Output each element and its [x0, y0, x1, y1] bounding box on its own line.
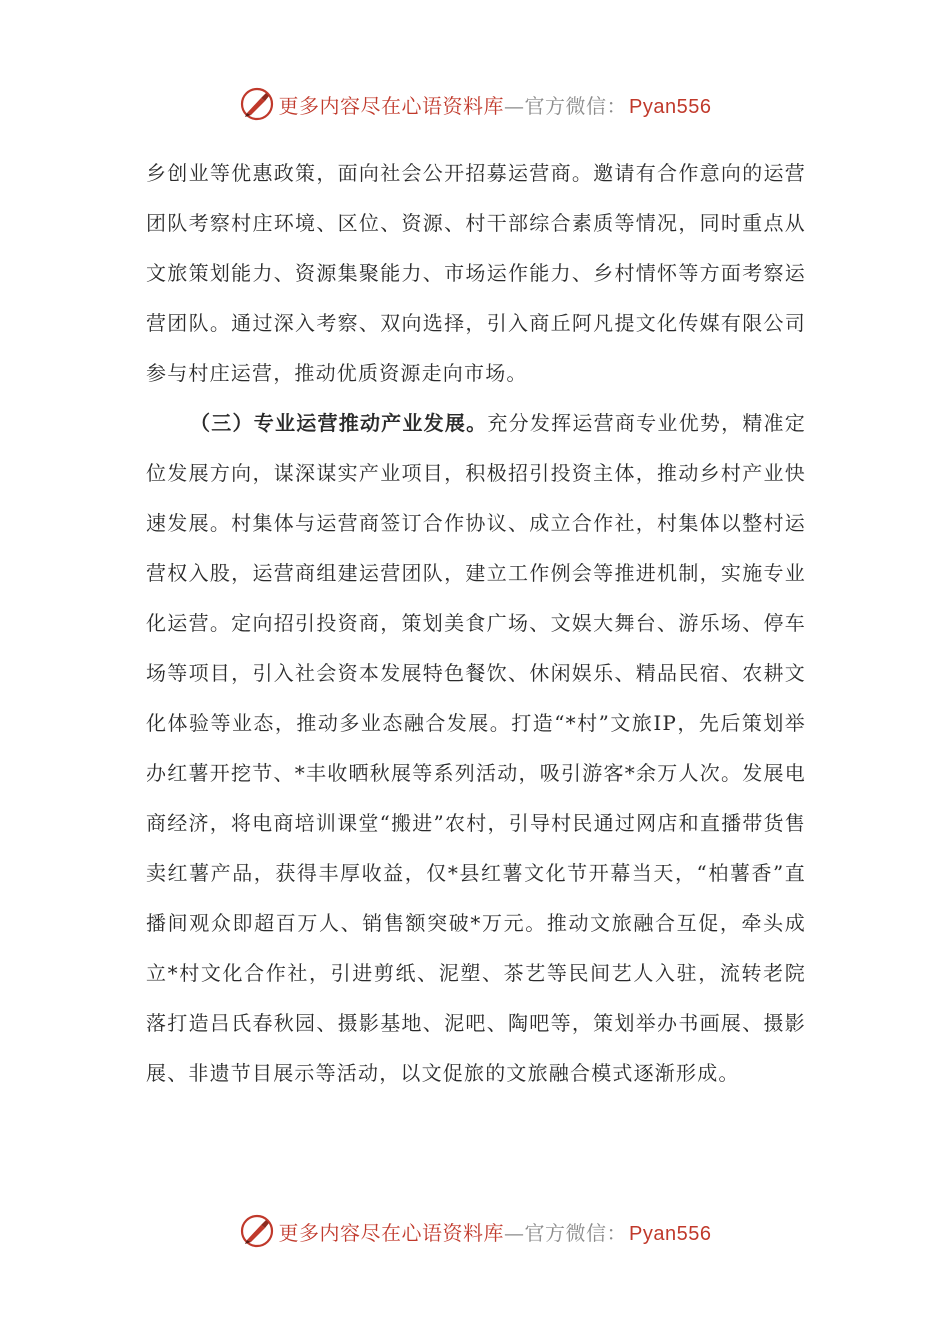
section-heading: （三）专业运营推动产业发展。	[190, 411, 488, 435]
banner-text	[279, 90, 712, 119]
banner-dash: —	[504, 1220, 525, 1245]
footer-banner	[0, 1211, 950, 1251]
banner-wechat-id: Pyan556	[629, 95, 712, 118]
document-body	[146, 148, 806, 1098]
paragraph-2-text: 充分发挥运营商专业优势，精准定位发展方向，谋深谋实产业项目，积极招引投资主体，推动乡村产业快速发展。村集体与运营商签订合作协议、成立合作社，村集体以整村运营权入股，运营商组建运营团队，建立工作例会等推进机制，实施专业化运营。定向招引投资商，策划美食广场、文娱大舞台、游乐场、停车场等项目，引入社会资本发展特色餐饮、休闲娱乐、精品民宿、农耕文化体验等业态，推动多业态融合发展。打造“*村”文旅IP，先后策划举办红薯开挖节、*丰收晒秋展等系列活动，吸引游客*余万人次。发展电商经济，将电商培训课堂“搬进”农村，引导村民通过网店和直播带货售卖红薯产品，获得丰厚收益，仅*县红薯文化节开幕当天，“柏薯香”直播间观众即超百万人、销售额突破*万元。推动文旅融合互促，牵头成立*村文化合作社，引进剪纸、泥塑、茶艺等民间艺人入驻，流转老院落打造吕氏春秋园、摄影基地、泥吧、陶吧等，策划举办书画展、摄影展、非遗节目展示等活动，以文促旅的文旅融合模式逐渐形成。	[146, 411, 806, 1085]
banner-main: 更多内容尽在心语资料库	[278, 1220, 505, 1245]
banner-main: 更多内容尽在心语资料库	[278, 93, 505, 118]
banner-wechat-id: Pyan556	[629, 1222, 712, 1245]
paragraph-2	[146, 398, 806, 1098]
banner-wechat-label: 官方微信：	[524, 1220, 628, 1245]
paragraph-1: 乡创业等优惠政策，面向社会公开招募运营商。邀请有合作意向的运营团队考察村庄环境、区位、资源、村干部综合素质等情况，同时重点从文旅策划能力、资源集聚能力、市场运作能力、乡村情怀等方面考察运营团队。通过深入考察、双向选择，引入商丘阿凡提文化传媒有限公司参与村庄运营，推动优质资源走向市场。	[146, 161, 806, 385]
banner-dash: —	[504, 93, 525, 118]
banner-wechat-label: 官方微信：	[524, 93, 628, 118]
pen-logo-icon	[239, 1213, 275, 1249]
pen-logo-icon	[239, 86, 275, 122]
banner-text	[279, 1217, 712, 1246]
header-banner	[0, 84, 950, 124]
